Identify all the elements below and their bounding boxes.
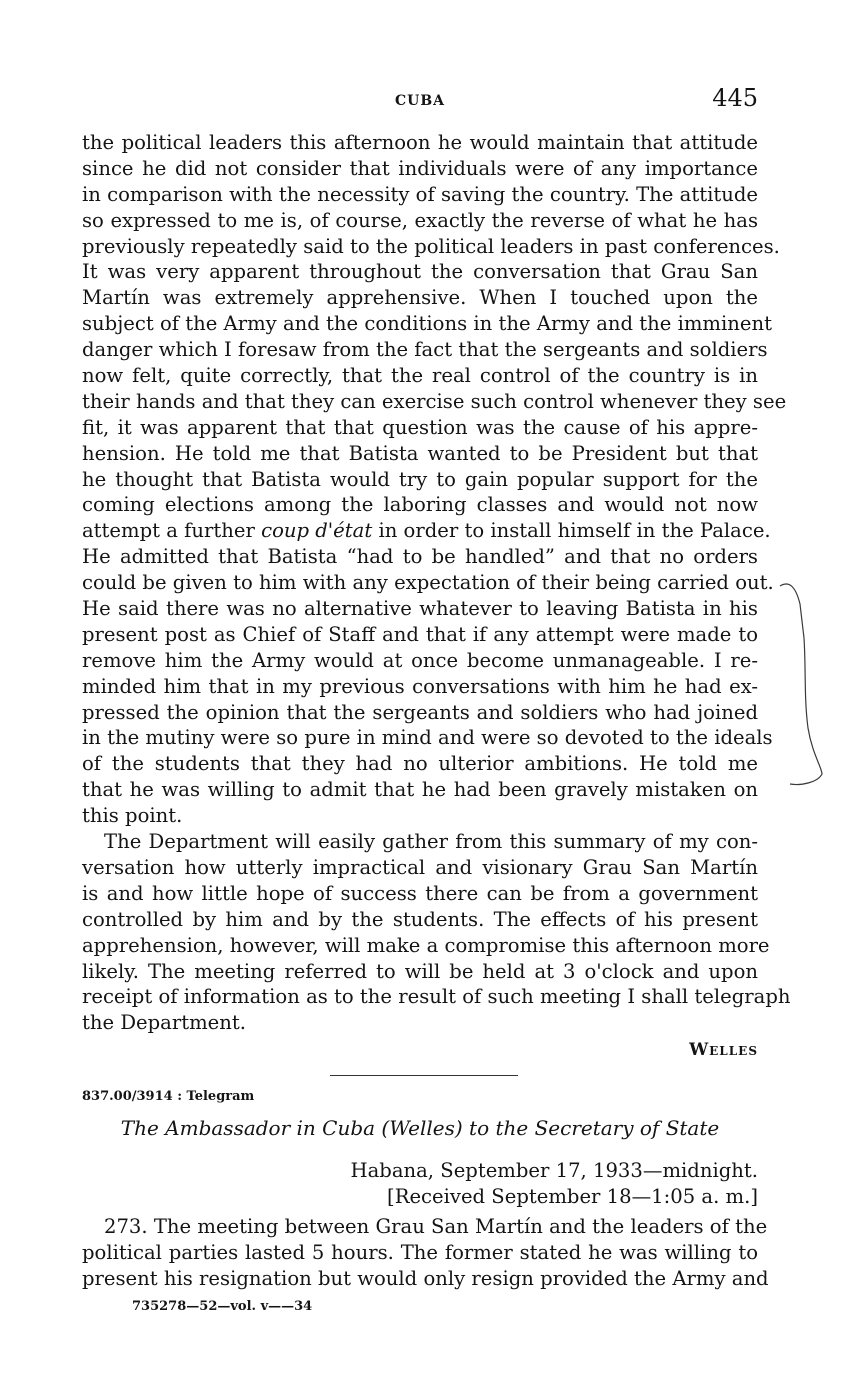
text-line: he thought that Batista would try to gain popular support for the	[82, 467, 758, 491]
text-line: minded him that in my previous conversations with him he had ex-	[82, 674, 758, 698]
handwritten-bracket-mark	[778, 578, 828, 798]
text-line: so expressed to me is, of course, exactly the reverse of what he has	[82, 208, 758, 232]
text-line: The Department will easily gather from this summary of my con-	[104, 830, 758, 854]
text-line: could be given to him with any expectation of their being carried out.	[82, 571, 774, 595]
running-head	[82, 84, 758, 114]
file-reference: 837.00/3914 : Telegram	[82, 1089, 255, 1104]
text-line: this point.	[82, 804, 183, 828]
text-line: present post as Chief of Staff and that if any attempt were made to	[82, 622, 758, 646]
page-number: 445	[712, 84, 758, 112]
text-line: the Department.	[82, 1011, 246, 1035]
text-line: pressed the opinion that the sergeants and soldiers who had joined	[82, 700, 758, 724]
italic-phrase: coup d'état	[261, 519, 373, 543]
text-line: the political leaders this afternoon he would maintain that attitude	[82, 131, 758, 154]
text-line: danger which I foresaw from the fact that the sergeants and soldiers	[82, 338, 768, 362]
text-line: of the students that they had no ulterior ambitions. He told me	[82, 752, 758, 776]
message-text	[82, 1214, 769, 1292]
text-line: present his resignation but would only resign provided the Army and	[82, 1266, 769, 1290]
text-line: receipt of information as to the result of such meeting I shall telegraph	[82, 985, 791, 1009]
footer-reference: 735278—52—vol. v——34	[132, 1299, 313, 1314]
text-line: is and how little hope of success there can be from a government	[82, 881, 758, 905]
text-line: attempt a further coup d'état in order to install himself in the Palace.	[82, 519, 771, 543]
text-line: fit, it was apparent that that question was the cause of his appre-	[82, 415, 758, 439]
text-line: political parties lasted 5 hours. The former stated he was willing to	[82, 1240, 758, 1264]
text-line: It was very apparent throughout the conversation that Grau San	[82, 260, 758, 284]
text-line: coming elections among the laboring classes and would not now	[82, 493, 758, 517]
text-line: Martín was extremely apprehensive. When I touched upon the	[82, 286, 758, 310]
text-line: their hands and that they can exercise such control whenever they see	[82, 389, 787, 413]
text-line: subject of the Army and the conditions in the Army and the imminent	[82, 312, 772, 336]
signature: Welles	[689, 1040, 758, 1060]
text-line: since he did not consider that individuals were of any importance	[82, 156, 758, 180]
text-line: now felt, quite correctly, that the real control of the country is in	[82, 364, 758, 388]
text-line: 273. The meeting between Grau San Martín and the leaders of the	[104, 1215, 768, 1238]
dateline: Habana, September 17, 1933—midnight.	[350, 1159, 758, 1182]
text-line: previously repeatedly said to the political leaders in past conferences.	[82, 234, 780, 258]
text-line: He said there was no alternative whatever to leaving Batista in his	[82, 597, 758, 621]
document-title: The Ambassador in Cuba (Welles) to the Secretary of State	[120, 1116, 720, 1140]
text-line: likely. The meeting referred to will be held at 3 o'clock and upon	[82, 959, 758, 983]
text-line: controlled by him and by the students. The effects of his present	[82, 907, 758, 931]
text-line: versation how utterly impractical and visionary Grau San Martín	[82, 855, 758, 879]
text-line: apprehension, however, will make a compromise this afternoon more	[82, 933, 770, 957]
text-line: remove him the Army would at once become unmanageable. I re-	[82, 648, 758, 672]
text-line: in the mutiny were so pure in mind and were so devoted to the ideals	[82, 726, 773, 750]
text-line: He admitted that Batista “had to be handled” and that no orders	[82, 545, 758, 569]
received-line: [Received September 18—1:05 a. m.]	[387, 1185, 758, 1208]
text-line: in comparison with the necessity of saving the country. The attitude	[82, 182, 758, 206]
body-text	[82, 130, 791, 1036]
running-title: CUBA	[394, 93, 446, 109]
section-divider	[330, 1075, 518, 1076]
text-line: hension. He told me that Batista wanted to be President but that	[82, 441, 758, 465]
text-line: that he was willing to admit that he had been gravely mistaken on	[82, 778, 758, 802]
